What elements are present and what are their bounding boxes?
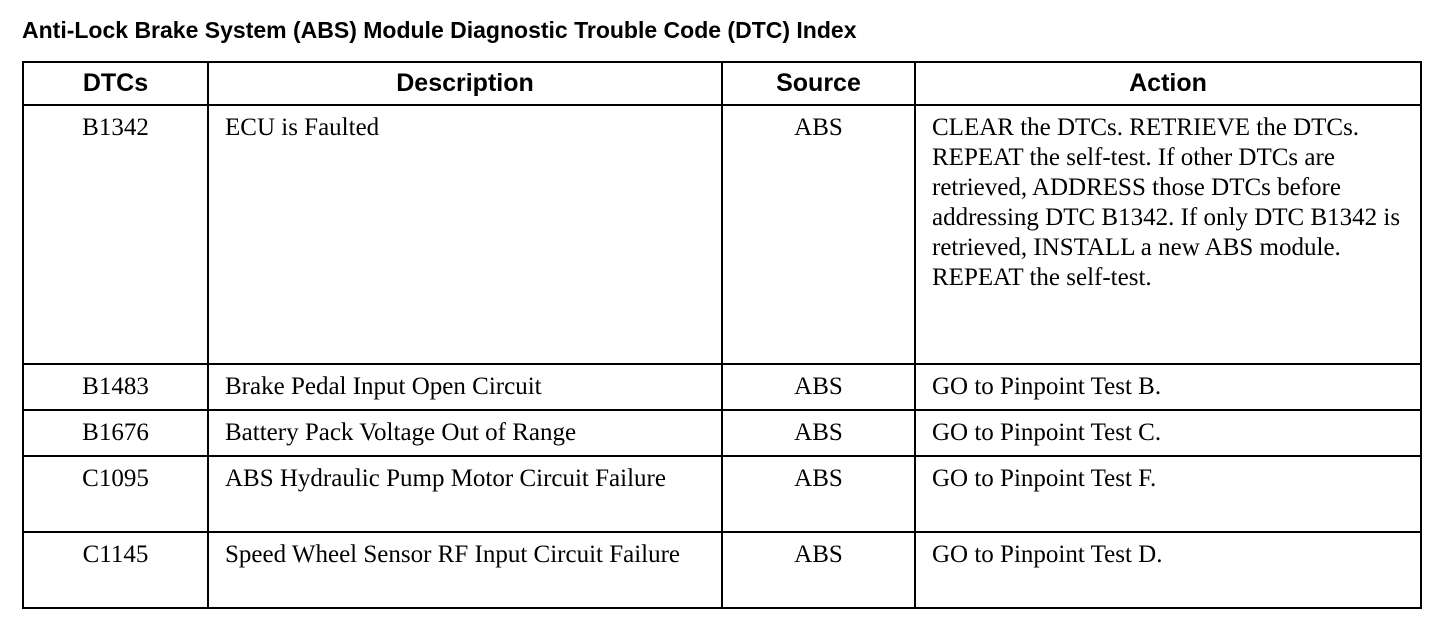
table-row xyxy=(23,456,1421,532)
source-cell: ABS xyxy=(722,410,915,456)
description-cell: ABS Hydraulic Pump Motor Circuit Failure xyxy=(208,456,722,532)
action-cell: GO to Pinpoint Test C. xyxy=(915,410,1421,456)
table-body xyxy=(23,105,1421,608)
description-cell: Speed Wheel Sensor RF Input Circuit Failure xyxy=(208,532,722,608)
table-header xyxy=(23,62,1421,105)
description-cell: Brake Pedal Input Open Circuit xyxy=(208,364,722,410)
source-cell: ABS xyxy=(722,456,915,532)
dtc-code-cell: B1342 xyxy=(23,105,208,364)
column-header-description: Description xyxy=(208,62,722,105)
column-header-action: Action xyxy=(915,62,1421,105)
description-cell: ECU is Faulted xyxy=(208,105,722,364)
dtc-code-cell: B1676 xyxy=(23,410,208,456)
page-title: Anti-Lock Brake System (ABS) Module Diagnostic Trouble Code (DTC) Index xyxy=(22,17,857,43)
dtc-code-cell: B1483 xyxy=(23,364,208,410)
action-cell: GO to Pinpoint Test B. xyxy=(915,364,1421,410)
source-cell: ABS xyxy=(722,105,915,364)
source-cell: ABS xyxy=(722,532,915,608)
column-header-source: Source xyxy=(722,62,915,105)
action-cell: CLEAR the DTCs. RETRIEVE the DTCs. REPEAT the self-test. If other DTCs are retrieved, ADDRESS those DTCs before addressing DTC B1342. If only DTC B1342 is retrieved, INSTALL a new ABS module. REPEAT the self-test. xyxy=(915,105,1421,364)
table-row xyxy=(23,532,1421,608)
table-row xyxy=(23,364,1421,410)
table-row xyxy=(23,410,1421,456)
dtc-code-cell: C1145 xyxy=(23,532,208,608)
action-cell: GO to Pinpoint Test D. xyxy=(915,532,1421,608)
table-row xyxy=(23,105,1421,364)
description-cell: Battery Pack Voltage Out of Range xyxy=(208,410,722,456)
dtc-code-cell: C1095 xyxy=(23,456,208,532)
column-header-dtcs: DTCs xyxy=(23,62,208,105)
header-row xyxy=(23,62,1421,105)
dtc-index-table xyxy=(22,61,1422,609)
source-cell: ABS xyxy=(722,364,915,410)
action-cell: GO to Pinpoint Test F. xyxy=(915,456,1421,532)
